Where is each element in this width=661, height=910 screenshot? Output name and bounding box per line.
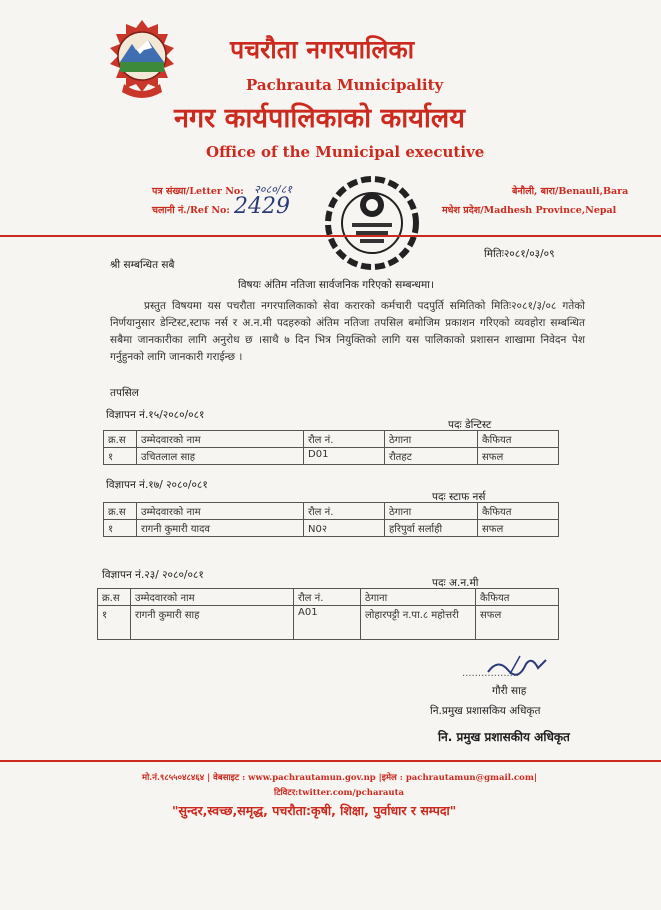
cell-name: रागनी कुमारी यादव (137, 520, 304, 537)
cell-name: उचितलाल साह (137, 448, 304, 465)
ad-number-3: विज्ञापन नं.२३/ २०८०/०८१ (102, 569, 204, 581)
letter-no-value: २०८०/८१ (254, 183, 293, 196)
col-header-address: ठेगाना (361, 589, 476, 606)
cell-remarks: सफल (478, 448, 559, 465)
col-header-address: ठेगाना (385, 503, 478, 520)
letter-date: मितिः२०८१/०३/०९ (484, 248, 555, 260)
location-line1: बेनौली, बारा/Benauli,Bara (512, 186, 629, 197)
letter-no-label: पत्र संख्या/Letter No: (152, 186, 244, 197)
ref-no-value: 2429 (234, 194, 290, 219)
signatory-title: नि.प्रमुख प्रशासकिय अधिकृत (430, 705, 541, 717)
footer-contact: मो.नं.९८५५०४८४६४ | वेबसाइट : www.pachrautamun.gov.np |इमेल : pachrautamun@gmail.com| (142, 773, 537, 783)
col-header-sn: क्र.स (104, 431, 137, 448)
office-name-en: Office of the Municipal executive (206, 143, 485, 161)
col-header-sn: क्र.स (98, 589, 131, 606)
table-header-row (104, 503, 559, 520)
table-row (98, 606, 559, 640)
post-name-1: पदः डेन्टिस्ट (448, 419, 492, 431)
col-header-roll: रौल नं. (304, 431, 385, 448)
cell-name: रागनी कुमारी साह (131, 606, 294, 640)
letter-body: प्रस्तुत विषयमा यस पचरौता नगरपालिकाको सेवा करारको कर्मचारी पदपुर्ति समितिको मितिः२०८१/३/०८ गतेको निर्णयानुसार डेन्टिस्ट,स्टाफ नर्स र अ.न.मी पदहरुको अंतिम नतिजा तपसिल बमोजिम प्रकाशन गरिएको व्यवहोरा सम्बन्धित सबैमा जानकारीका लागि अनुरोध छ ।साथै ७ दिन भित्र नियुक्तिको लागि यस पालिकाको प्रशासन शाखामा निवेदन पेश गर्नुहुनको लागि जानकारी गराईन्छ । (110, 300, 585, 363)
cell-sn: १ (104, 520, 137, 537)
signatory-title-stamp: नि. प्रमुख प्रशासकीय अधिकृत (438, 730, 570, 744)
ref-no-label: चलानी नं./Ref No: (152, 205, 230, 216)
results-table-3 (97, 588, 559, 640)
table-header-row (98, 589, 559, 606)
col-header-name: उम्मेदवारको नाम (137, 431, 304, 448)
col-header-roll: रौल नं. (304, 503, 385, 520)
office-seal-icon (322, 173, 422, 275)
tapsil-label: तपसिल (110, 387, 139, 399)
col-header-sn: क्र.स (104, 503, 137, 520)
col-header-roll: रौल नं. (294, 589, 361, 606)
location-line2: मधेश प्रदेश/Madhesh Province,Nepal (442, 205, 617, 216)
ad-number-2: विज्ञापन नं.१७/ २०८०/०८१ (106, 479, 208, 491)
subject-line: विषयः अंतिम नतिजा सार्वजनिक गरिएको सम्बन्धमा। (238, 279, 434, 291)
post-name-3: पदः अ.न.मी (432, 577, 479, 589)
recipient: श्री सम्बन्धित सबै (110, 259, 175, 271)
table-header-row (104, 431, 559, 448)
col-header-remarks: कैफियत (478, 503, 559, 520)
col-header-name: उम्मेदवारको नाम (137, 503, 304, 520)
cell-roll: A01 (294, 606, 361, 640)
table-row (104, 448, 559, 465)
municipality-name-en: Pachrauta Municipality (246, 76, 444, 94)
results-table-2 (103, 502, 559, 537)
signature-dots: .................. (462, 668, 520, 679)
table-row (104, 520, 559, 537)
col-header-remarks: कैफियत (478, 431, 559, 448)
signatory-name: गौरी साह (492, 685, 527, 697)
cell-address: लोहारपट्टी न.पा.८ महोत्तरी (361, 606, 476, 640)
cell-sn: १ (98, 606, 131, 640)
office-name-np: नगर कार्यपालिकाको कार्यालय (174, 103, 465, 134)
cell-roll: D01 (304, 448, 385, 465)
cell-address: रौतहट (385, 448, 478, 465)
cell-remarks: सफल (478, 520, 559, 537)
municipality-emblem-icon (102, 18, 182, 104)
col-header-address: ठेगाना (385, 431, 478, 448)
footer-divider (0, 760, 661, 762)
cell-sn: १ (104, 448, 137, 465)
ad-number-1: विज्ञापन नं.१५/२०८०/०८१ (106, 409, 205, 421)
header-divider (0, 235, 661, 237)
cell-remarks: सफल (476, 606, 559, 640)
municipality-name-np: पचरौता नगरपालिका (230, 35, 415, 64)
cell-roll: N0२ (304, 520, 385, 537)
col-header-name: उम्मेदवारको नाम (131, 589, 294, 606)
post-name-2: पदः स्टाफ नर्स (432, 491, 486, 503)
col-header-remarks: कैफियत (476, 589, 559, 606)
footer-slogan: "सुन्दर,स्वच्छ,समृद्ध, पचरौता:कृषी, शिक्षा, पुर्वाधार र सम्पदा" (172, 803, 457, 818)
results-table-1 (103, 430, 559, 465)
footer-twitter: टिविटर:twitter.com/pcharauta (274, 788, 405, 798)
cell-address: हरिपुर्वा सर्लाही (385, 520, 478, 537)
